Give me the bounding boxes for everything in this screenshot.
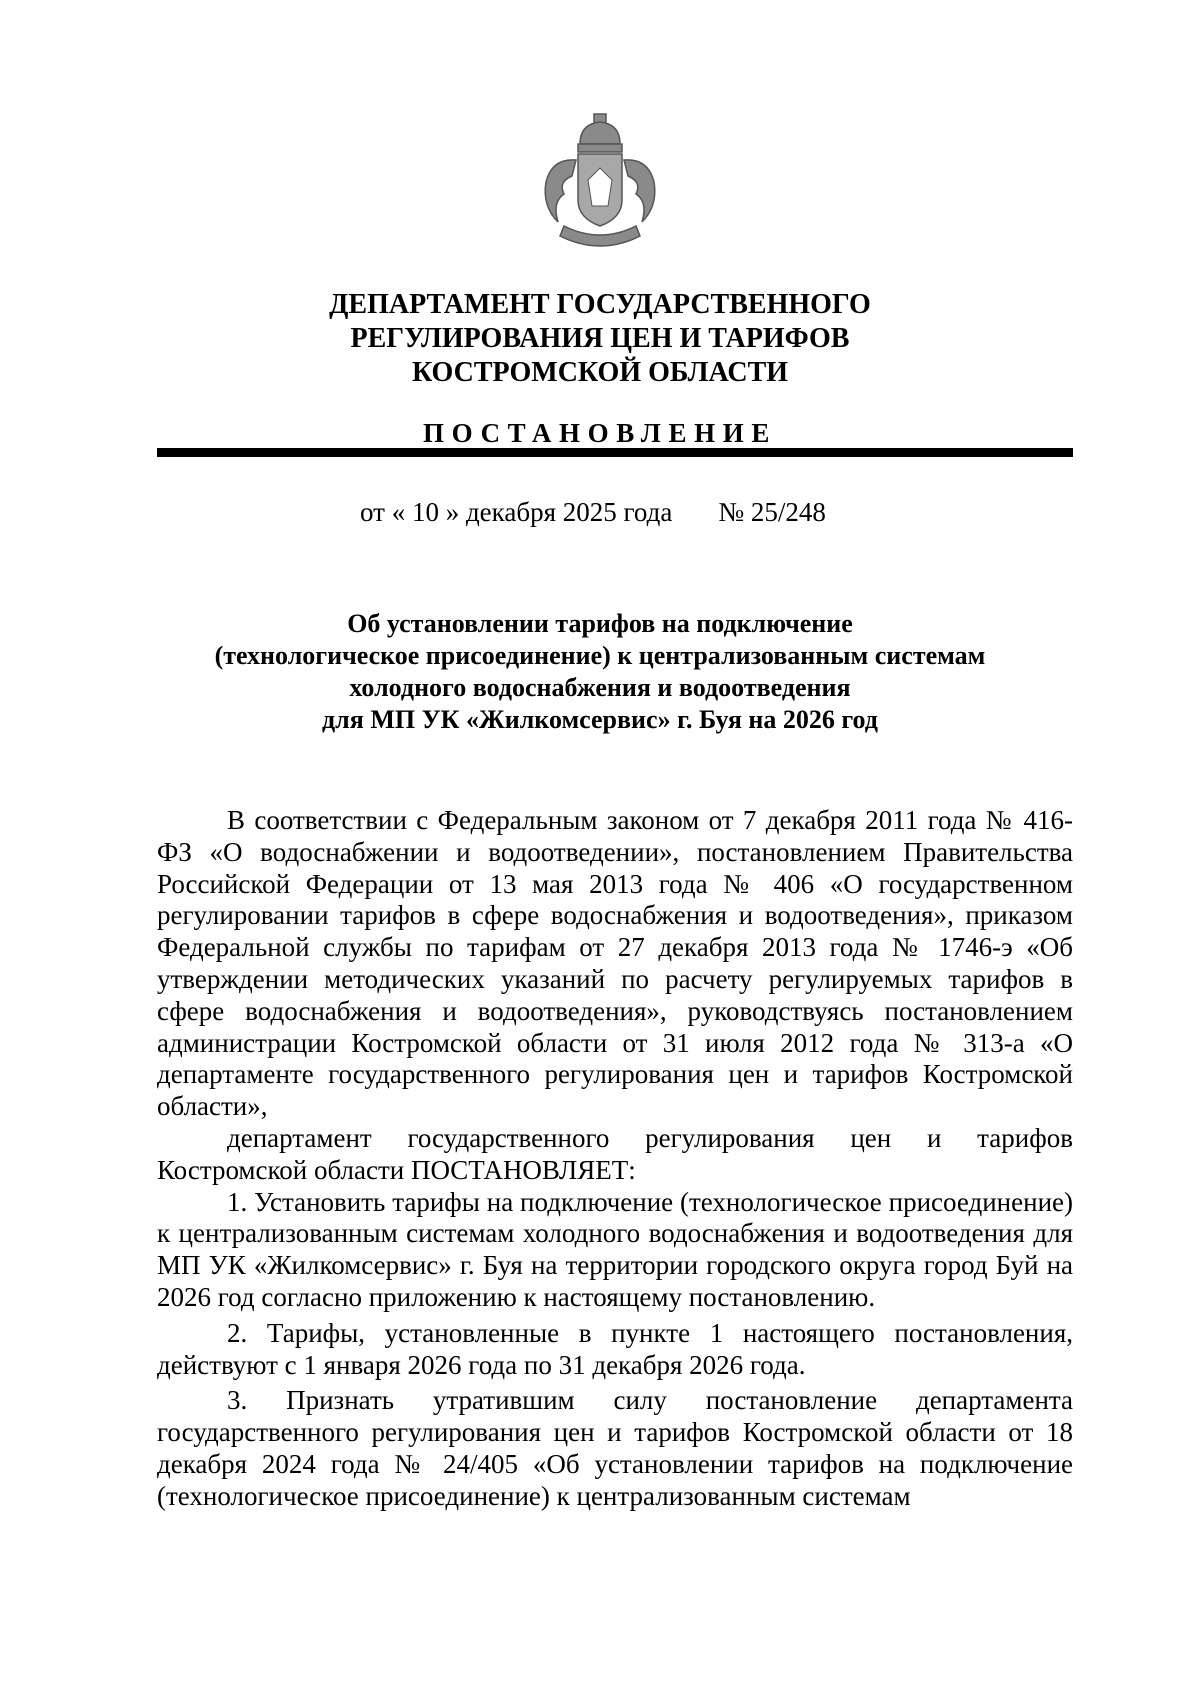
department-line: РЕГУЛИРОВАНИЯ ЦЕН И ТАРИФОВ bbox=[350, 323, 850, 354]
clause-3: 3. Признать утратившим силу постановление департамента государственного регулирования цен и тарифов Костромской области от 18 декабря 2024 года № 24/405 «Об установлении тарифов на подключение (технологическое присоединение) к централизованным системам bbox=[157, 1385, 1073, 1511]
clause-1: 1. Установить тарифы на подключение (технологическое присоединение) к централизованным системам холодного водоснабжения и водоотведения для МП УК «Жилкомсервис» г. Буя на территории городского округа город Буй на 2026 год согласно приложению к настоящему постановлению. bbox=[157, 1186, 1073, 1312]
preamble-paragraph: В соответствии с Федеральным законом от 7 декабря 2011 года № 416-ФЗ «О водоснабжении и водоотведении», постановлением Правительства Российской Федерации от 13 мая 2013 года № 406 «О государственном регулировании тарифов в сфере водоснабжения и водоотведения», приказом Федеральной службы по тарифам от 27 декабря 2013 года № 1746-э «Об утверждении методических указаний по расчету регулируемых тарифов в сфере водоснабжения и водоотведения», руководствуясь постановлением администрации Костромской области от 31 июля 2012 года № 313-а «О департаменте государственного регулирования цен и тарифов Костромской области», bbox=[157, 805, 1073, 1122]
date-number-line bbox=[360, 497, 826, 528]
header-divider bbox=[157, 448, 1073, 457]
document-body bbox=[157, 805, 1073, 1513]
document-date: от « 10 » декабря 2025 года bbox=[360, 497, 673, 527]
document-type-title: ПОСТАНОВЛЕНИЕ bbox=[423, 418, 777, 448]
department-line: ДЕПАРТАМЕНТ ГОСУДАРСТВЕННОГО bbox=[329, 289, 871, 320]
clause-2: 2. Тарифы, установленные в пункте 1 настоящего постановления, действуют с 1 января 2026 года по 31 декабря 2026 года. bbox=[157, 1317, 1073, 1380]
document-number: № 25/248 bbox=[718, 497, 826, 527]
subject-line: для МП УК «Жилкомсервис» г. Буя на 2026 год bbox=[322, 705, 878, 734]
subject-line: Об установлении тарифов на подключение bbox=[347, 609, 853, 638]
kostroma-coat-of-arms-icon bbox=[536, 110, 664, 260]
resolution-paragraph: департамент государственного регулирования цен и тарифов Костромской области ПОСТАНОВЛЯЕТ: bbox=[157, 1122, 1073, 1185]
document-subject bbox=[0, 608, 1200, 736]
department-name bbox=[0, 288, 1200, 390]
department-line: КОСТРОМСКОЙ ОБЛАСТИ bbox=[411, 357, 789, 388]
subject-line: холодного водоснабжения и водоотведения bbox=[349, 673, 851, 702]
subject-line: (технологическое присоединение) к централизованным системам bbox=[214, 641, 986, 670]
